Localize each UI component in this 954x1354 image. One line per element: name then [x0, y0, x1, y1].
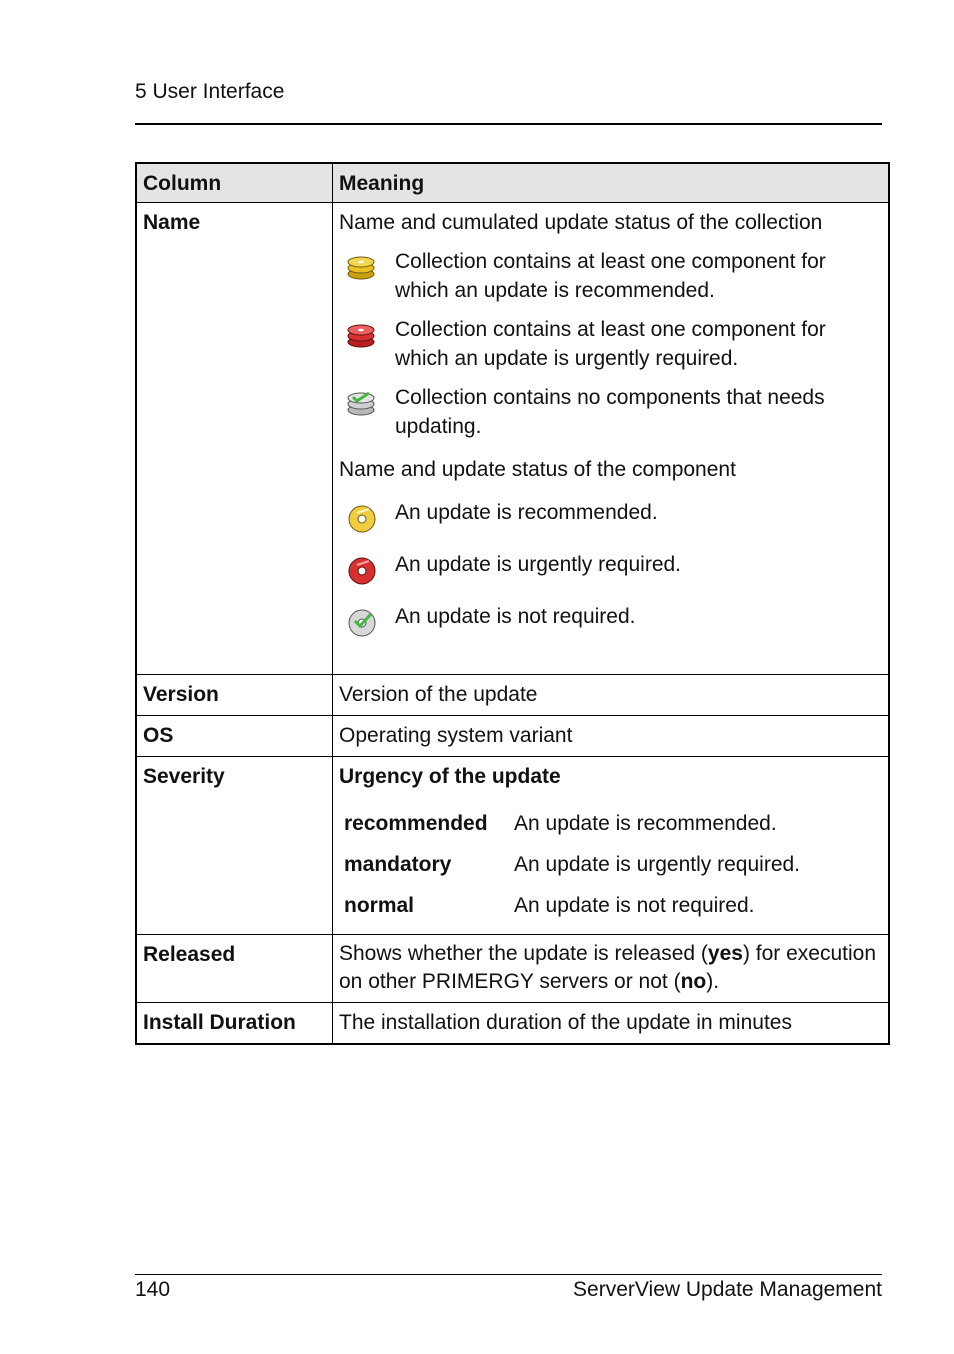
- severity-heading: Urgency of the update: [339, 765, 561, 788]
- list-item: [339, 315, 882, 373]
- row-meaning-install-duration: The installation duration of the update in minutes: [333, 1003, 890, 1045]
- list-item: [339, 550, 882, 588]
- collection-recommended-icon: [345, 250, 379, 284]
- released-text-3: ).: [706, 970, 720, 993]
- released-yes: yes: [707, 942, 743, 965]
- list-item-text: An update is not required.: [395, 605, 636, 628]
- released-text-1: Shows whether the update is released (: [339, 942, 708, 965]
- list-item: [339, 602, 882, 640]
- header-rule: [135, 123, 882, 125]
- severity-key: normal: [344, 894, 415, 917]
- row-label-severity: Severity: [136, 757, 333, 935]
- row-meaning-severity: [333, 757, 890, 935]
- page-number: 140: [135, 1278, 171, 1301]
- row-meaning-released: [333, 935, 890, 1003]
- released-text-2: ) for execution on other PRIMERGY servers or not (: [339, 942, 877, 993]
- severity-key: recommended: [344, 812, 488, 835]
- row-label-name: Name: [136, 203, 333, 675]
- row-label-released: Released: [136, 935, 333, 1003]
- released-no: no: [680, 970, 707, 993]
- footer-rule: [135, 1274, 882, 1275]
- table-row-released: [136, 935, 889, 1003]
- table-row-os: [136, 716, 889, 757]
- component-status-heading: Name and update status of the component: [339, 458, 736, 481]
- table-header-row: [136, 163, 889, 203]
- severity-text: An update is urgently required.: [514, 853, 801, 876]
- document-title: ServerView Update Management: [573, 1278, 882, 1301]
- list-item: [339, 247, 882, 305]
- row-label-os: OS: [136, 716, 333, 757]
- meaning-header: Meaning: [333, 163, 890, 203]
- row-meaning-version: Version of the update: [333, 675, 890, 716]
- list-item-text: Collection contains at least one component for which an update is urgently required.: [395, 318, 826, 370]
- severity-key: mandatory: [344, 853, 452, 876]
- list-item-text: An update is urgently required.: [395, 553, 682, 576]
- list-item-text: Collection contains at least one component for which an update is recommended.: [395, 250, 826, 302]
- component-recommended-icon: [345, 501, 379, 535]
- severity-text: An update is not required.: [514, 894, 755, 917]
- column-meaning-table: [135, 162, 890, 1045]
- table-row-name: [136, 203, 889, 675]
- table-row-severity: [136, 757, 889, 935]
- table-row-install-duration: [136, 1003, 889, 1045]
- table-row-version: [136, 675, 889, 716]
- row-meaning-name: [333, 203, 890, 675]
- list-item: [339, 498, 882, 536]
- component-ok-icon: [345, 605, 379, 639]
- list-item-text: Collection contains no components that needs updating.: [395, 386, 825, 438]
- collection-status-heading: Name and cumulated update status of the collection: [339, 211, 823, 234]
- row-label-version: Version: [136, 675, 333, 716]
- collection-urgent-icon: [345, 318, 379, 352]
- collection-ok-icon: [345, 386, 379, 420]
- severity-text: An update is recommended.: [514, 812, 777, 835]
- component-urgent-icon: [345, 553, 379, 587]
- list-item: [339, 383, 882, 441]
- severity-list: [344, 809, 882, 920]
- column-header: Column: [136, 163, 333, 203]
- row-meaning-os: Operating system variant: [333, 716, 890, 757]
- row-label-install-duration: Install Duration: [136, 1003, 333, 1045]
- list-item-text: An update is recommended.: [395, 501, 658, 524]
- chapter-heading: 5 User Interface: [135, 80, 285, 103]
